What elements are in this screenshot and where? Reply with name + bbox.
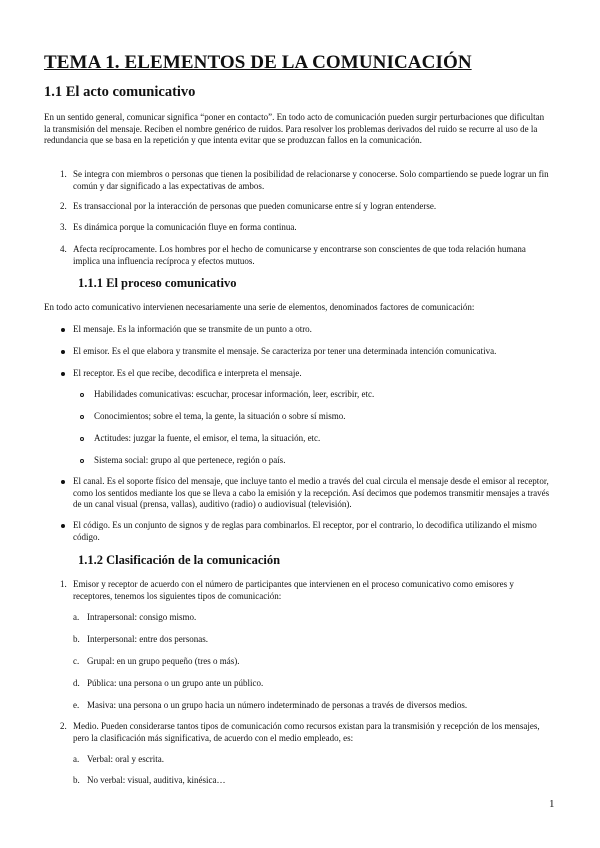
list-marker: a. [73,754,80,764]
list-marker: 1. [60,169,67,179]
process-intro: En todo acto comunicativo intervienen necesariamente una serie de elementos, denominados factores de comunicación: [44,302,475,312]
list-marker: 2. [60,201,67,211]
list-marker: b. [73,634,80,644]
bullet-item-canal: El canal. Es el soporte físico del mensaje, que incluye tanto el medio a través del cual circula el mensaje desde el emisor al receptor, como los sentidos mediante los que se lleva a cabo la emisión y la recepción. Así decimos que podemos transmitir mensajes a través de un canal visual (prensa, vallas), auditivo (radio) o audiovisual (televisión). [73,476,550,509]
sub-list-item: Grupal: en un grupo pequeño (tres o más). [87,656,240,666]
sub-bullet-icon [80,415,84,419]
section-heading-1-1-2: 1.1.2 Clasificación de la comunicación [78,553,281,567]
sub-bullet-icon [80,393,84,397]
bullet-icon [61,328,65,332]
list-marker: 3. [60,222,67,232]
bullet-item-mensaje: El mensaje. Es la información que se transmite de un punto a otro. [73,324,312,334]
bullet-item-emisor: El emisor. Es el que elabora y transmite el mensaje. Se caracteriza por tener una determinada intención comunicativa. [73,346,497,356]
sub-list-item: No verbal: visual, auditiva, kinésica… [87,775,226,785]
sub-bullet-item: Sistema social: grupo al que pertenece, región o país. [94,455,286,465]
sub-list-item: Pública: una persona o un grupo ante un público. [87,678,264,688]
list-marker: 2. [60,721,67,731]
bullet-item-receptor: El receptor. Es el que recibe, decodifica e interpreta el mensaje. [73,368,302,378]
sub-list-item: Intrapersonal: consigo mismo. [87,612,197,622]
sub-bullet-item: Conocimientos; sobre el tema, la gente, la situación o sobre sí mismo. [94,411,346,421]
sub-bullet-item: Actitudes: juzgar la fuente, el emisor, el tema, la situación, etc. [94,433,321,443]
list-marker: c. [73,656,80,666]
bullet-icon [61,372,65,376]
list-marker: d. [73,678,80,688]
bullet-item-codigo: El código. Es un conjunto de signos y de reglas para combinarlos. El receptor, por el contrario, lo decodifica utilizando el mismo código. [73,520,537,542]
section-heading-1-1: 1.1 El acto comunicativo [44,84,196,100]
list-marker: 1. [60,579,67,589]
sub-list-item: Verbal: oral y escrita. [87,754,164,764]
sub-bullet-icon [80,459,84,463]
bullet-icon [61,350,65,354]
list-marker: e. [73,700,80,710]
sub-list-item: Interpersonal: entre dos personas. [87,634,208,644]
list-item: Es dinámica porque la comunicación fluye en forma continua. [73,222,297,232]
sub-list-item: Masiva: una persona o un grupo hacia un número indeterminado de personas a través de diversos medios. [87,700,468,710]
bullet-icon [61,480,65,484]
sub-bullet-item: Habilidades comunicativas: escuchar, procesar información, leer, escribir, etc. [94,389,375,399]
page-title: TEMA 1. ELEMENTOS DE LA COMUNICACIÓN [44,52,472,73]
classification-item-medio: Medio. Pueden considerarse tantos tipos de comunicación como recursos existan para la transmisión y recepción de los mensajes, pero la clasificación más significativa, de acuerdo con el medio empleado, es: [73,721,540,743]
list-marker: 4. [60,244,67,254]
list-marker: a. [73,612,80,622]
bullet-icon [61,524,65,528]
section-heading-1-1-1: 1.1.1 El proceso comunicativo [78,276,237,290]
classification-item-emisor-receptor: Emisor y receptor de acuerdo con el número de participantes que intervienen en el proceso comunicativo como emisores y receptores, tenemos los siguientes tipos de comunicación: [73,579,514,601]
list-item: Es transaccional por la interacción de personas que pueden comunicarse entre sí y logran entenderse. [73,201,437,211]
page-number: 1 [549,798,555,810]
intro-paragraph: En un sentido general, comunicar significa “poner en contacto”. En todo acto de comunicación pueden surgir perturbaciones que dificultan la transmisión del mensaje. Reciben el nombre genérico de ruidos. Para resolver los problemas derivados del ruido se recurre al uso de la redundancia que se basa en la repetición y que intenta evitar que se produzcan fallos en la comunicación. [44,112,545,145]
list-item: Se integra con miembros o personas que tienen la posibilidad de relacionarse y conocerse. Solo compartiendo se puede lograr un fin común y dar significado a las expectativas de ambos. [73,169,549,191]
list-marker: b. [73,775,80,785]
list-item: Afecta recíprocamente. Los hombres por el hecho de comunicarse y encontrarse son conscientes de que toda relación humana implica una influencia recíproca y efectos mutuos. [73,244,526,266]
sub-bullet-icon [80,437,84,441]
